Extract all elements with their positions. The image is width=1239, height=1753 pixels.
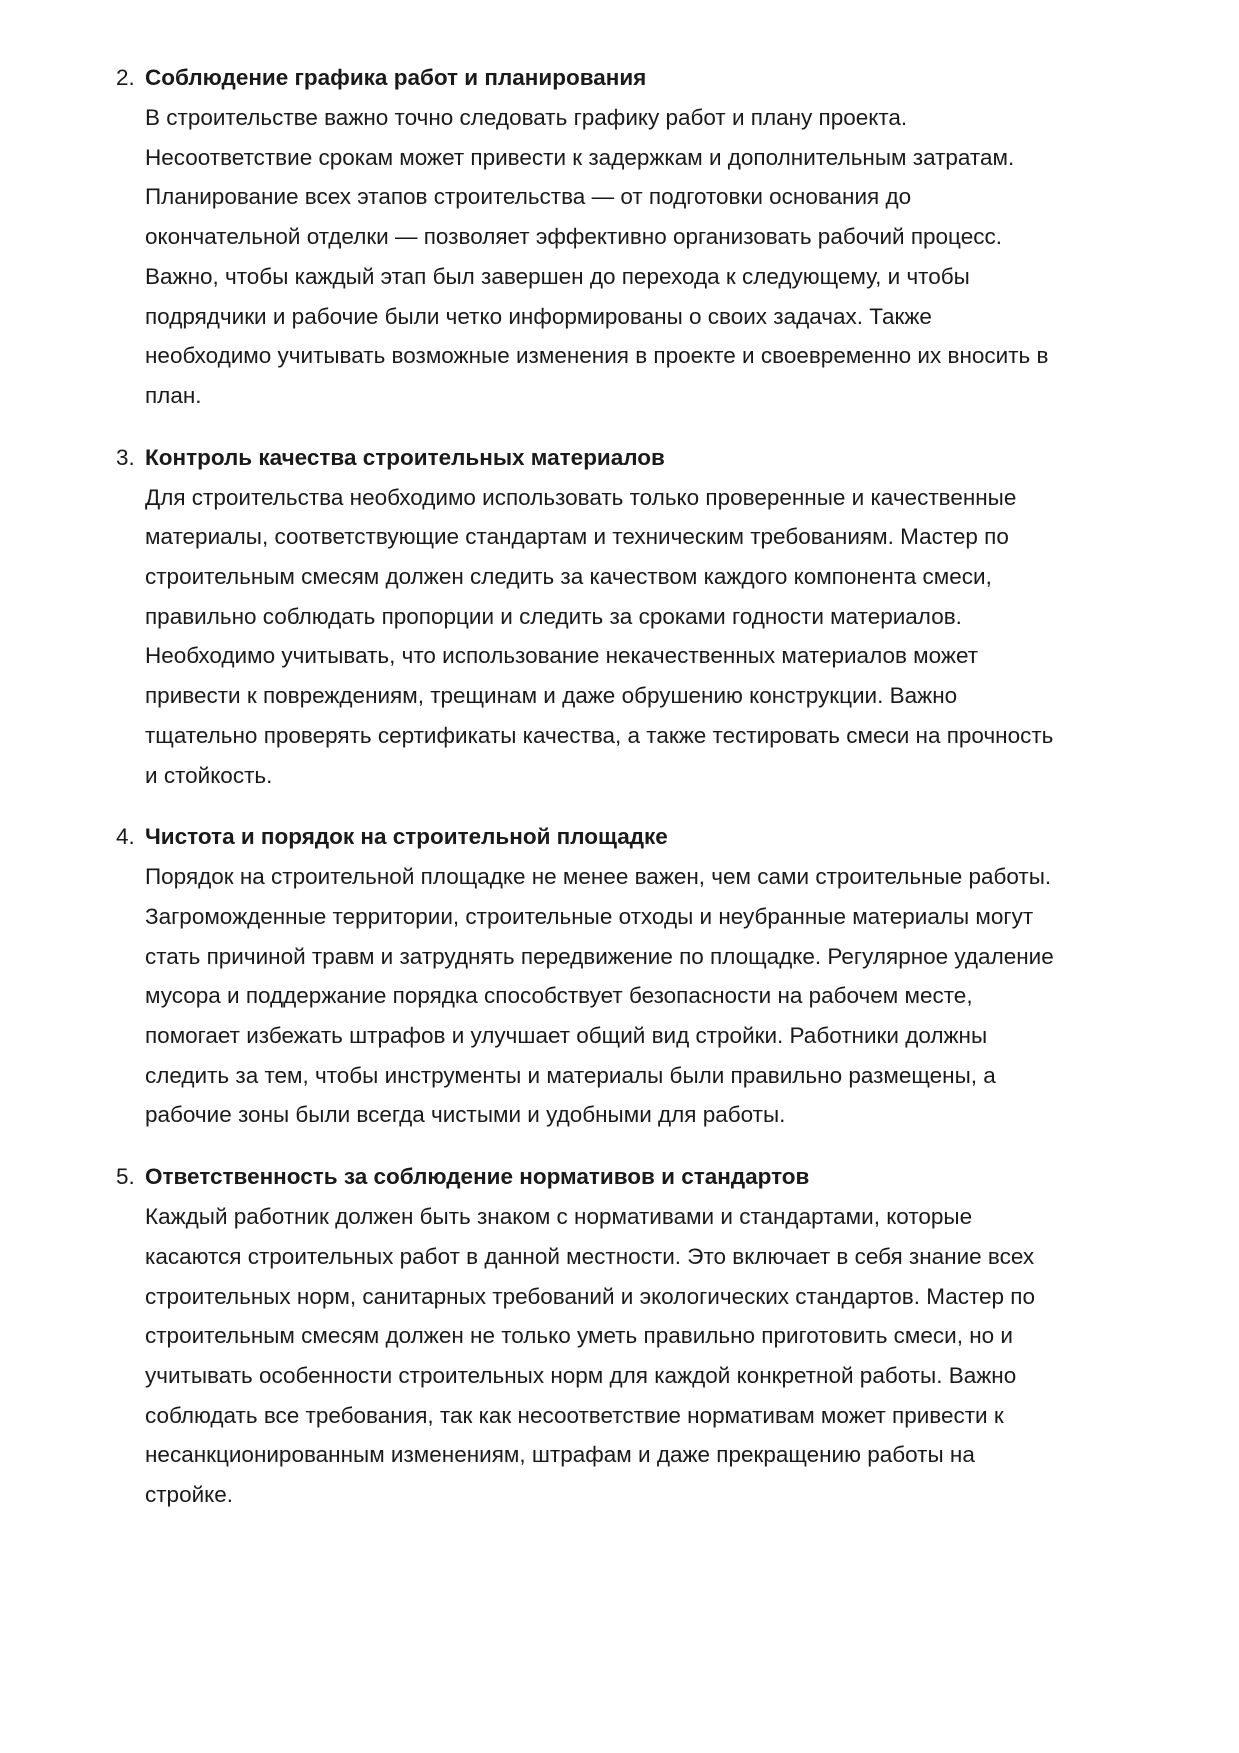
- paragraph-line: несанкционированным изменениям, штрафам и даже прекращению работы на: [145, 1442, 975, 1468]
- paragraph-line: подрядчики и рабочие были четко информированы о своих задачах. Также: [145, 303, 932, 329]
- paragraph-line: стать причиной травм и затруднять передвижение по площадке. Регулярное удаление: [145, 943, 1054, 969]
- paragraph-line: следить за тем, чтобы инструменты и материалы были правильно размещены, а: [145, 1062, 996, 1088]
- paragraph-line: план.: [145, 382, 202, 408]
- paragraph-line: стройке.: [145, 1482, 234, 1508]
- paragraph-line: и стойкость.: [145, 762, 273, 788]
- item-number: 3.: [116, 444, 135, 470]
- item-number: 5.: [116, 1164, 135, 1190]
- list-item: [0, 58, 1239, 416]
- paragraph-line: Необходимо учитывать, что использование некачественных материалов может: [145, 643, 979, 669]
- paragraph-line: учитывать особенности строительных норм для каждой конкретной работы. Важно: [145, 1362, 1017, 1388]
- numbered-list: [0, 58, 1239, 1537]
- paragraph-line: Каждый работник должен быть знаком с нормативами и стандартами, которые: [145, 1204, 973, 1230]
- item-number: 4.: [116, 824, 135, 850]
- list-item: [0, 1157, 1239, 1515]
- paragraph-line: тщательно проверять сертификаты качества, а также тестировать смеси на прочность: [145, 722, 1054, 748]
- list-item: [0, 438, 1239, 796]
- paragraph-line: правильно соблюдать пропорции и следить за сроками годности материалов.: [145, 603, 962, 629]
- item-title: Ответственность за соблюдение нормативов и стандартов: [145, 1164, 810, 1190]
- item-title: Контроль качества строительных материалов: [145, 444, 665, 470]
- item-number: 2.: [116, 65, 135, 90]
- paragraph-line: строительным смесям должен следить за качеством каждого компонента смеси,: [145, 564, 992, 590]
- paragraph-line: Порядок на строительной площадке не менее важен, чем сами строительные работы.: [145, 864, 1052, 890]
- paragraph-line: помогает избежать штрафов и улучшает общий вид стройки. Работники должны: [145, 1023, 988, 1049]
- paragraph-line: В строительстве важно точно следовать графику работ и плану проекта.: [145, 105, 908, 130]
- paragraph-line: рабочие зоны были всегда чистыми и удобными для работы.: [145, 1102, 786, 1128]
- paragraph-line: окончательной отделки — позволяет эффективно организовать рабочий процесс.: [145, 224, 1002, 250]
- paragraph-line: Для строительства необходимо использовать только проверенные и качественные: [145, 484, 1017, 510]
- paragraph-line: соблюдать все требования, так как несоответствие нормативам может привести к: [145, 1402, 1004, 1428]
- list-item: [0, 817, 1239, 1135]
- paragraph-line: Важно, чтобы каждый этап был завершен до перехода к следующему, и чтобы: [145, 263, 970, 289]
- paragraph-line: Планирование всех этапов строительства — от подготовки основания до: [145, 184, 912, 210]
- paragraph-line: Несоответствие срокам может привести к задержкам и дополнительным затратам.: [145, 144, 1015, 170]
- paragraph-line: строительным смесям должен не только уметь правильно приготовить смеси, но и: [145, 1323, 1013, 1349]
- paragraph-line: необходимо учитывать возможные изменения в проекте и своевременно их вносить в: [145, 343, 1049, 369]
- item-title: Чистота и порядок на строительной площадке: [145, 824, 668, 850]
- item-title: Соблюдение графика работ и планирования: [145, 65, 647, 90]
- paragraph-line: мусора и поддержание порядка способствует безопасности на рабочем месте,: [145, 983, 973, 1009]
- paragraph-line: материалы, соответствующие стандартам и техническим требованиям. Мастер по: [145, 524, 1009, 550]
- paragraph-line: Загроможденные территории, строительные отходы и неубранные материалы могут: [145, 903, 1034, 929]
- paragraph-line: привести к повреждениям, трещинам и даже обрушению конструкции. Важно: [145, 683, 958, 709]
- paragraph-line: касаются строительных работ в данной местности. Это включает в себя знание всех: [145, 1243, 1035, 1269]
- paragraph-line: строительных норм, санитарных требований и экологических стандартов. Мастер по: [145, 1283, 1035, 1309]
